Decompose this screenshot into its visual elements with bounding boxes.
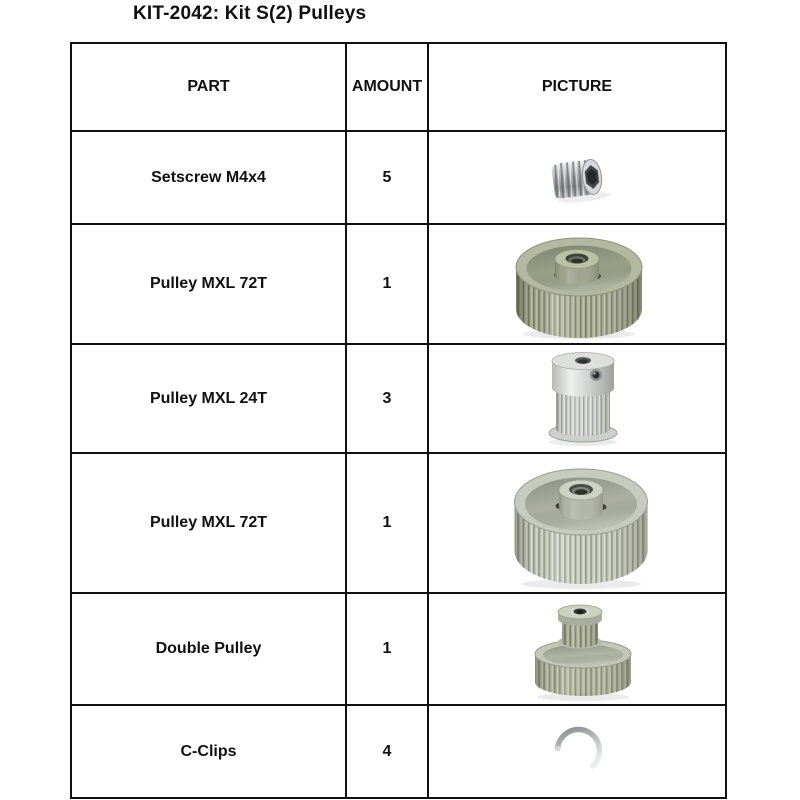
table-row-amount — [347, 454, 429, 594]
setscrew-m4x4-photo — [429, 132, 725, 223]
amount-value: 3 — [382, 389, 392, 407]
amount-value: 1 — [382, 514, 392, 531]
pulley-mxl-72t-silver-photo — [429, 454, 725, 592]
header-picture-label: PICTURE — [541, 78, 613, 95]
table-row-picture — [429, 132, 725, 225]
part-name: Pulley MXL 72T — [149, 275, 268, 292]
table-row-part — [72, 594, 347, 706]
header-cell-part — [72, 44, 347, 132]
header-amount-label: AMOUNT — [351, 78, 423, 95]
table-row-part — [72, 132, 347, 225]
amount-value: 1 — [382, 275, 392, 292]
header-cell-amount — [347, 44, 429, 132]
page-title: KIT-2042: Kit S(2) Pulleys — [133, 3, 367, 24]
c-clip-photo — [429, 706, 725, 797]
table-row-picture — [429, 225, 725, 345]
parts-table — [70, 42, 727, 799]
part-name: Setscrew M4x4 — [151, 168, 266, 186]
table-row-amount — [347, 345, 429, 454]
amount-value: 1 — [382, 640, 392, 657]
table-row-picture — [429, 706, 725, 797]
table-row-part — [72, 225, 347, 345]
part-name: Pulley MXL 72T — [149, 514, 268, 531]
table-row-amount — [347, 225, 429, 345]
amount-value: 5 — [382, 168, 392, 186]
table-row-amount — [347, 594, 429, 706]
header-part-label: PART — [187, 78, 230, 95]
table-row-part — [72, 345, 347, 454]
table-row-picture — [429, 594, 725, 706]
table-row-amount — [347, 132, 429, 225]
part-name: C-Clips — [180, 742, 237, 760]
pulley-mxl-24t-aluminum-photo — [429, 345, 725, 452]
table-row-picture — [429, 454, 725, 594]
table-row-part — [72, 706, 347, 797]
amount-value: 4 — [382, 742, 392, 760]
double-pulley-photo — [429, 594, 725, 704]
table-row-picture — [429, 345, 725, 454]
pulley-mxl-72t-olive-photo — [429, 225, 725, 343]
table-row-amount — [347, 706, 429, 797]
part-name: Pulley MXL 24T — [149, 389, 268, 407]
header-cell-picture — [429, 44, 725, 132]
part-name: Double Pulley — [155, 640, 262, 657]
table-row-part — [72, 454, 347, 594]
